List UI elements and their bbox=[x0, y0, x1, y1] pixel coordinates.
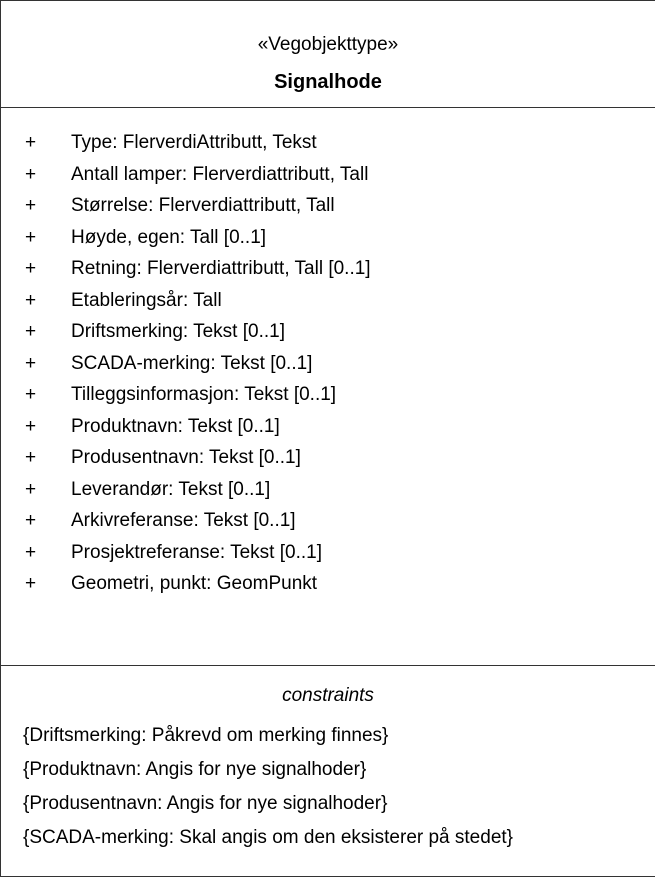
attribute-visibility: + bbox=[25, 258, 37, 279]
attribute-row bbox=[1, 474, 655, 506]
attribute-visibility: + bbox=[25, 163, 37, 185]
constraint-item: {Driftsmerking: Påkrevd om merking finnes} bbox=[23, 725, 389, 746]
constraint-item: {SCADA-merking: Skal angis om den eksisterer på stedet} bbox=[23, 827, 514, 848]
attribute-text: Høyde, egen: Tall [0..1] bbox=[71, 226, 267, 248]
attribute-text: Arkivreferanse: Tekst [0..1] bbox=[71, 510, 296, 531]
attribute-visibility: + bbox=[25, 195, 37, 216]
attribute-text: Geometri, punkt: GeomPunkt bbox=[71, 573, 318, 594]
attribute-row bbox=[1, 505, 655, 537]
attribute-row bbox=[1, 568, 655, 600]
attribute-row bbox=[1, 442, 655, 474]
attribute-row bbox=[1, 379, 655, 411]
attribute-row bbox=[1, 348, 655, 380]
attribute-text: Prosjektreferanse: Tekst [0..1] bbox=[71, 541, 322, 563]
attribute-text: SCADA-merking: Tekst [0..1] bbox=[71, 352, 313, 374]
attribute-list bbox=[1, 127, 655, 600]
attribute-visibility: + bbox=[25, 289, 37, 311]
attribute-visibility: + bbox=[25, 478, 37, 500]
class-stereotype: «Vegobjekttype» bbox=[257, 34, 399, 55]
attribute-text: Etableringsår: Tall bbox=[71, 289, 222, 311]
class-header bbox=[1, 1, 655, 108]
attribute-text: Størrelse: Flerverdiattributt, Tall bbox=[71, 195, 335, 216]
attribute-visibility: + bbox=[25, 352, 37, 374]
attribute-row bbox=[1, 222, 655, 254]
attribute-visibility: + bbox=[25, 447, 37, 468]
attribute-visibility: + bbox=[25, 573, 37, 594]
constraint-item: {Produsentnavn: Angis for nye signalhoder} bbox=[23, 793, 388, 814]
attribute-text: Tilleggsinformasjon: Tekst [0..1] bbox=[71, 384, 337, 405]
attributes-compartment bbox=[1, 108, 655, 666]
attribute-text: Retning: Flerverdiattributt, Tall [0..1] bbox=[71, 258, 371, 279]
attribute-row bbox=[1, 159, 655, 191]
attribute-visibility: + bbox=[25, 510, 37, 531]
attribute-visibility: + bbox=[25, 384, 37, 405]
attribute-text: Produktnavn: Tekst [0..1] bbox=[71, 415, 280, 437]
class-name: Signalhode bbox=[274, 71, 382, 93]
attribute-row bbox=[1, 537, 655, 569]
attribute-row bbox=[1, 190, 655, 222]
attribute-row bbox=[1, 127, 655, 159]
constraint-item: {Produktnavn: Angis for nye signalhoder} bbox=[23, 759, 367, 780]
attribute-text: Produsentnavn: Tekst [0..1] bbox=[71, 447, 301, 468]
attribute-text: Driftsmerking: Tekst [0..1] bbox=[71, 321, 285, 342]
attribute-text: Antall lamper: Flerverdiattributt, Tall bbox=[71, 163, 369, 185]
attribute-text: Type: FlerverdiAttributt, Tekst bbox=[71, 132, 317, 153]
attribute-visibility: + bbox=[25, 321, 37, 342]
attribute-visibility: + bbox=[25, 415, 37, 437]
attribute-visibility: + bbox=[25, 541, 37, 563]
attribute-visibility: + bbox=[25, 132, 37, 153]
attribute-visibility: + bbox=[25, 226, 37, 248]
constraint-list bbox=[23, 719, 513, 855]
constraints-title: constraints bbox=[282, 685, 374, 706]
constraints-compartment bbox=[1, 666, 655, 877]
attribute-row bbox=[1, 316, 655, 348]
attribute-text: Leverandør: Tekst [0..1] bbox=[71, 478, 271, 500]
attribute-row bbox=[1, 285, 655, 317]
attribute-row bbox=[1, 253, 655, 285]
attribute-row bbox=[1, 411, 655, 443]
